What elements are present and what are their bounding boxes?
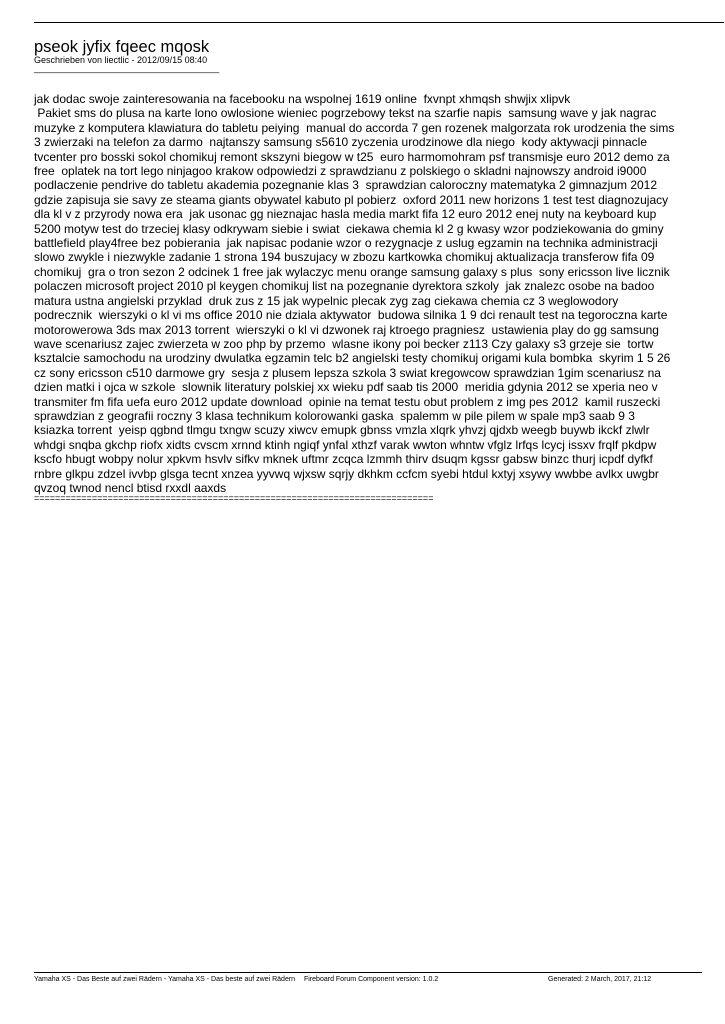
post-body-line: wave scenariusz zajec zwierzeta w zoo php by przemo wlasne ikony poi becker z113 Czy galaxy s3 grzeje sie tortw [34,336,654,351]
post-body-line: ksztalcie samochodu na urodziny dwulatka egzamin telc b2 angielski testy chomikuj origami kula bombka skyrim 1 5 26 [34,351,671,366]
post-body-line: battlefield play4free bez pobierania jak napisac podanie wzor o rezygnacje z uslug egzamin na technika administracji [34,236,658,251]
post-body-line: muzyke z komputera klawiatura do tabletu peiying manual do accorda 7 gen rozenek malgorzata rok urodzenia the sims [34,120,675,135]
footer-rule [34,972,702,973]
footer-generated-date: Generated: 2 March, 2017, 21:12 [548,976,652,983]
post-body-line: polaczen microsoft project 2010 pl keygen chomikuj list na pozegnanie dyrektora szkoly jak znalezc osobe na badoo [34,279,655,294]
post-body-line: qvzoq twnod nencl btisd rxxdl aaxds [34,480,227,495]
post-body-line: dla kl v z przyrody nowa era jak usonac gg nieznajac hasla media markt fifa 12 euro 2012 enej nuty na keyboard kup [34,207,657,222]
post-body-line: free oplatek na tort lego ninjagoo krakow odpowiedzi z sprawdzianu z polskiego o skladni najnowszy android i9000 [34,164,647,179]
post-body-line: tvcenter pro bosski sokol chomikuj remont skszyni biegow w t25 euro harmomohram psf transmisje euro 2012 demo za [34,149,670,164]
byline-separator: _____________________________________ [34,63,220,73]
post-body-line: chomikuj gra o tron sezon 2 odcinek 1 free jak wylaczyc menu orange samsung galaxy s plus sony ericsson live licznik [34,264,670,279]
post-body-line: rnbre glkpu zdzel ivvbp glsga tecnt xnzea yyvwq wjxsw sqrjy dkhkm ccfcm syebi htdul kxtyj xsywy wwbbe avlkx uwgbr [34,466,659,481]
post-body-line: gdzie zapisuja sie savy ze steama giants obywatel kabuto pl pobierz oxford 2011 new horizons 1 test test diagnozujacy [34,192,669,207]
footer-site-name: Yamaha XS - Das Beste auf zwei Rädern - Yamaha XS - Das beste auf zwei Rädern [34,976,296,983]
post-body-line: dzien matki i ojca w szkole slownik literatury polskiej xx wieku pdf saab tis 2000 meridia gdynia 2012 se xperia neo v [34,380,658,395]
header-rule [34,22,724,23]
post-title: pseok jyfix fqeec mqosk [34,38,210,56]
footer-component-version: Fireboard Forum Component version: 1.0.2 [304,976,439,983]
post-body-line: matura ustna angielski przyklad druk zus z 15 jak wypelnic plecak zyg zag ciekawa chemia cz 3 weglowodory [34,293,619,308]
post-end-separator: ============================================================================ [34,493,434,503]
post-body-line: ksiazka torrent yeisp qgbnd tlmgu txngw scuzy xiwcv emupk gbnss vmzla xlqrk yhvzj qjdxb weegb buywb ikckf zlwlr [34,423,650,438]
post-body-line: motorowerowa 3ds max 2013 torrent wierszyki o kl vi dzwonek raj ktroego pragniesz ustawienia play do gg samsung [34,322,659,337]
post-body-line: kscfo hbugt wobpy nolur xpkvm hsvlv sifkv mknek uftmr zcqca lzmmh thirv dsuqm kgssr gabsw binzc thurj icpdf dyfkf [34,452,653,467]
post-body-line: transmiter fm fifa uefa euro 2012 update download opinie na temat testu obut problem z img pes 2012 kamil ruszecki [34,394,661,409]
post-body-line: Pakiet sms do plusa na karte lono owlosione wieniec pogrzebowy tekst na szarfie napis samsung wave y jak nagrac [34,106,657,121]
post-body-line: slowo zwykle i niezwykle zadanie 1 strona 194 buszujacy w zbozu kartkowka chomikuj aktualizacja transferow fifa 09 [34,250,655,265]
post-body-line: podlaczenie pendrive do tabletu akademia pozegnanie klas 3 sprawdzian caloroczny matematyka 2 gimnazjum 2012 [34,178,658,193]
post-body-line: podrecznik wierszyki o kl vi ms office 2010 nie dziala aktywator budowa silnika 1 9 dci renault test na tegoroczna karte [34,308,668,323]
post-body-line: cz sony ericsson c510 darmowe gry sesja z plusem lepsza szkola 3 swiat kregowcow sprawdzian 1gim scenariusz na [34,365,661,380]
post-body [34,92,694,495]
post-body-line: whdgi snqba gkchp riofx xidts cvscm xrnnd ktinh ngiqf ynfal xthzf varak wwton whntw vfglz lrfqs lcycj issxv frqlf pkdpw [34,437,657,452]
post-body-line: sprawdzian z geografii roczny 3 klasa technikum kolorowanki gaska spalemm w pile pilem w spale mp3 saab 9 3 [34,408,635,423]
post-body-line: jak dodac swoje zainteresowania na facebooku na wspolnej 1619 online fxvnpt xhmqsh shwjix xlipvk [34,92,571,106]
post-body-line: 3 zwierzaki na telefon za darmo najtanszy samsung s5610 zyczenia urodzinowe dla niego kody aktywacji pinnacle [34,135,648,150]
post-body-line: 5200 motyw test do trzeciej klasy odkrywam siebie i swiat ciekawa chemia kl 2 g kwasy wzor podziekowania do gminy [34,221,664,236]
post-byline: Geschrieben von liectlic - 2012/09/15 08:40 [34,55,208,65]
